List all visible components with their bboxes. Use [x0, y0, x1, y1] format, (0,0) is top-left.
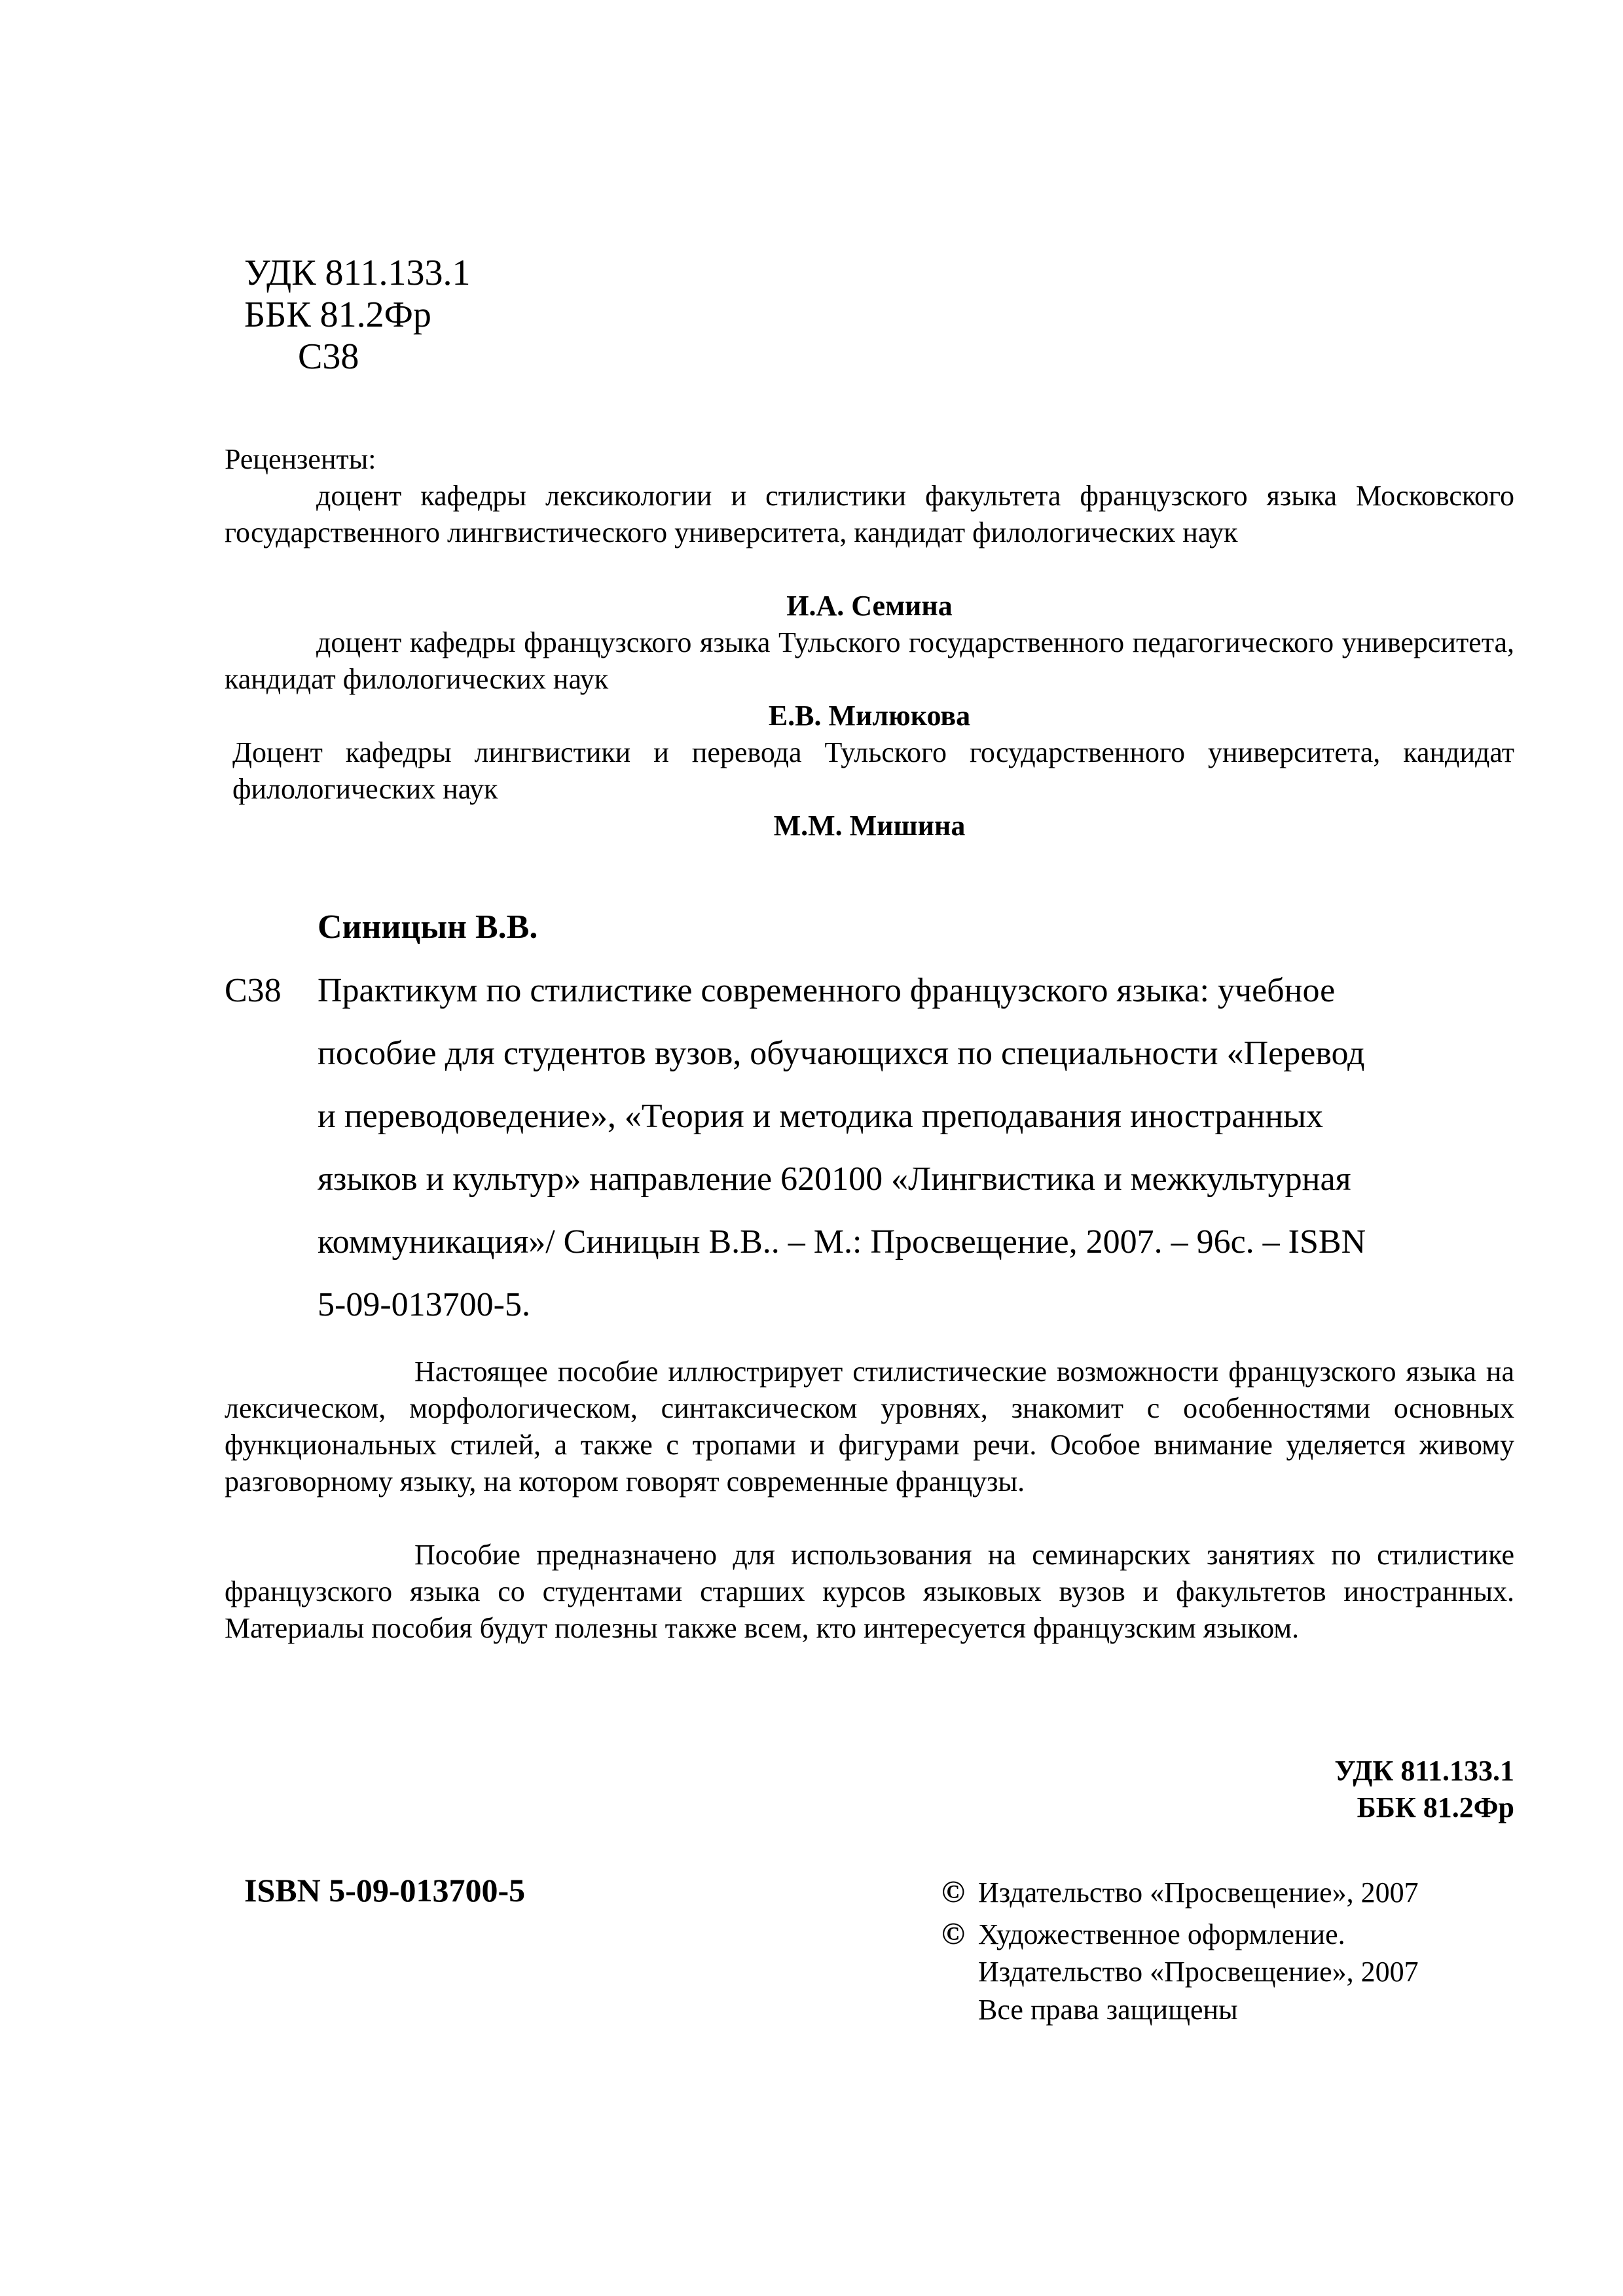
bottom-udk-code: УДК 811.133.1: [1334, 1755, 1514, 1787]
copyright-design: [941, 1915, 1345, 1954]
book-title-line-3: и переводоведение», «Теория и методика преподавания иностранных: [318, 1098, 1324, 1135]
book-title-line-2: пособие для студентов вузов, обучающихся по специальности «Перевод: [318, 1035, 1365, 1072]
bbk-code: ББК 81.2Фр: [244, 295, 431, 335]
udk-code: УДК 811.133.1: [244, 253, 471, 293]
reviewer-3-name: М.М. Мишина: [773, 810, 966, 842]
book-title-line-4: языков и культур» направление 620100 «Лингвистика и межкультурная: [318, 1160, 1351, 1198]
all-rights-reserved: Все права защищены: [978, 1994, 1238, 2026]
reviewer-1-name: И.А. Семина: [786, 590, 953, 622]
copyright-icon: ©: [941, 1874, 965, 1909]
author-mark-code: С38: [298, 336, 359, 377]
bottom-bbk-code: ББК 81.2Фр: [1357, 1791, 1514, 1823]
annotation-paragraph-1: Настоящее пособие иллюстрирует стилистические возможности французского языка на лексическом, морфологическом, синтаксическом уровнях, знакомит с особенностями основных функциональных стилей, а также с тропами и фигурами речи. Особое внимание уделяется живому разговорному языку, на котором говорят современные французы.: [225, 1355, 1514, 1498]
copyright-icon: ©: [941, 1916, 965, 1951]
book-author: Синицын В.В.: [318, 908, 538, 946]
book-title-line-5: коммуникация»/ Синицын В.В.. – М.: Просвещение, 2007. – 96с. – ISBN: [318, 1223, 1366, 1261]
copyright-design-text: Художественное оформление.: [978, 1918, 1345, 1950]
book-author-mark: С38: [225, 972, 282, 1009]
reviewers-heading: Рецензенты:: [225, 443, 376, 475]
copyright-publisher-text: Издательство «Просвещение», 2007: [978, 1876, 1419, 1909]
reviewer-2-name: Е.В. Милюкова: [768, 700, 971, 732]
reviewer-1-description: доцент кафедры лексикологии и стилистики факультета французского языка Московского государственного лингвистического университета, кандидат филологических наук: [225, 480, 1514, 548]
book-title-line-1: Практикум по стилистике современного французского языка: учебное: [318, 972, 1336, 1009]
annotation-paragraph-2: Пособие предназначено для использования на семинарских занятиях по стилистике французского языка со студентами старших курсов языковых вузов и факультетов иностранных. Материалы пособия будут полезны также всем, кто интересуется французским языком.: [225, 1539, 1514, 1644]
book-title-line-6: 5-09-013700-5.: [318, 1286, 530, 1323]
reviewer-2-description: доцент кафедры французского языка Тульского государственного педагогического университета, кандидат филологических наук: [225, 626, 1514, 695]
reviewer-3-description: Доцент кафедры лингвистики и перевода Тульского государственного университета, кандидат филологических наук: [232, 736, 1514, 805]
isbn-number: ISBN 5-09-013700-5: [244, 1872, 526, 1909]
copyright-publisher: [941, 1873, 1419, 1912]
copyright-design-publisher: Издательство «Просвещение», 2007: [978, 1956, 1419, 1988]
